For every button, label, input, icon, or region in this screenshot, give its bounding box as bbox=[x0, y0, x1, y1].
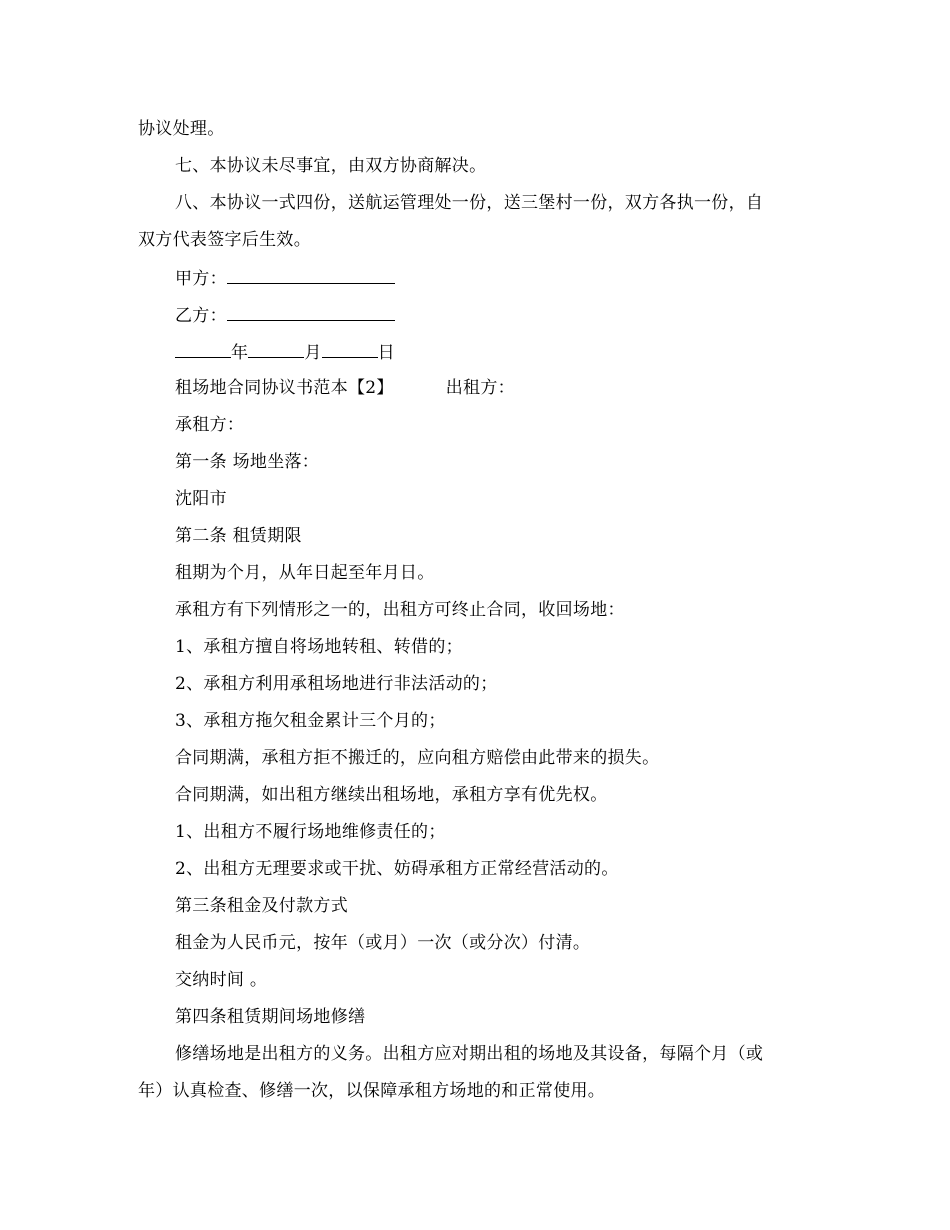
list-item: 1、承租方擅自将场地转租、转借的； bbox=[175, 637, 463, 657]
party-a-label: 甲方： bbox=[175, 269, 227, 289]
location-city: 沈阳市 bbox=[175, 489, 227, 509]
text-line: 合同期满，承租方拒不搬迁的，应向租方赔偿由此带来的损失。 bbox=[175, 748, 660, 768]
text-line: 租金为人民币元，按年（或月）一次（或分次）付清。 bbox=[175, 933, 591, 953]
text-line: 协议处理。 bbox=[138, 119, 225, 139]
lessee-label: 承租方： bbox=[175, 415, 245, 435]
month-blank bbox=[248, 340, 304, 358]
text-line: 双方代表签字后生效。 bbox=[138, 230, 311, 250]
clause-seven: 七、本协议未尽事宜，由双方协商解决。 bbox=[175, 156, 487, 176]
article-one-heading: 第一条 场地坐落： bbox=[175, 452, 320, 472]
year-label: 年 bbox=[231, 343, 249, 363]
text-line: 年）认真检查、修缮一次，以保障承租方场地的和正常使用。 bbox=[138, 1081, 606, 1101]
party-b-label: 乙方： bbox=[175, 306, 227, 326]
contract-heading-line bbox=[175, 377, 515, 399]
text-line: 交纳时间 。 bbox=[175, 970, 268, 990]
day-label: 日 bbox=[377, 343, 395, 363]
day-blank bbox=[322, 340, 378, 358]
party-b-signature-line bbox=[175, 303, 395, 327]
list-item: 3、承租方拖欠租金累计三个月的； bbox=[175, 711, 446, 731]
year-blank bbox=[175, 340, 231, 358]
party-b-blank bbox=[227, 303, 395, 321]
party-a-blank bbox=[227, 266, 395, 284]
article-two-heading: 第二条 租赁期限 bbox=[175, 526, 302, 546]
contract-title: 租场地合同协议书范本【2】 bbox=[175, 378, 394, 398]
text-line: 租期为个月，从年日起至年月日。 bbox=[175, 563, 435, 583]
article-four-heading: 第四条租赁期间场地修缮 bbox=[175, 1007, 366, 1027]
text-line: 承租方有下列情形之一的，出租方可终止合同，收回场地： bbox=[175, 600, 625, 620]
lessor-label: 出租方： bbox=[445, 378, 515, 398]
article-three-heading: 第三条租金及付款方式 bbox=[175, 896, 348, 916]
list-item: 1、出租方不履行场地维修责任的； bbox=[175, 822, 446, 842]
list-item: 2、出租方无理要求或干扰、妨碍承租方正常经营活动的。 bbox=[175, 859, 619, 879]
month-label: 月 bbox=[304, 343, 322, 363]
text-line: 合同期满，如出租方继续出租场地，承租方享有优先权。 bbox=[175, 785, 608, 805]
party-a-signature-line bbox=[175, 266, 395, 290]
list-item: 2、承租方利用承租场地进行非法活动的； bbox=[175, 674, 498, 694]
clause-eight: 八、本协议一式四份，送航运管理处一份，送三堡村一份，双方各执一份，自 bbox=[175, 193, 764, 213]
date-line bbox=[175, 340, 395, 364]
text-line: 修缮场地是出租方的义务。出租方应对期出租的场地及其设备，每隔个月（或 bbox=[175, 1044, 764, 1064]
